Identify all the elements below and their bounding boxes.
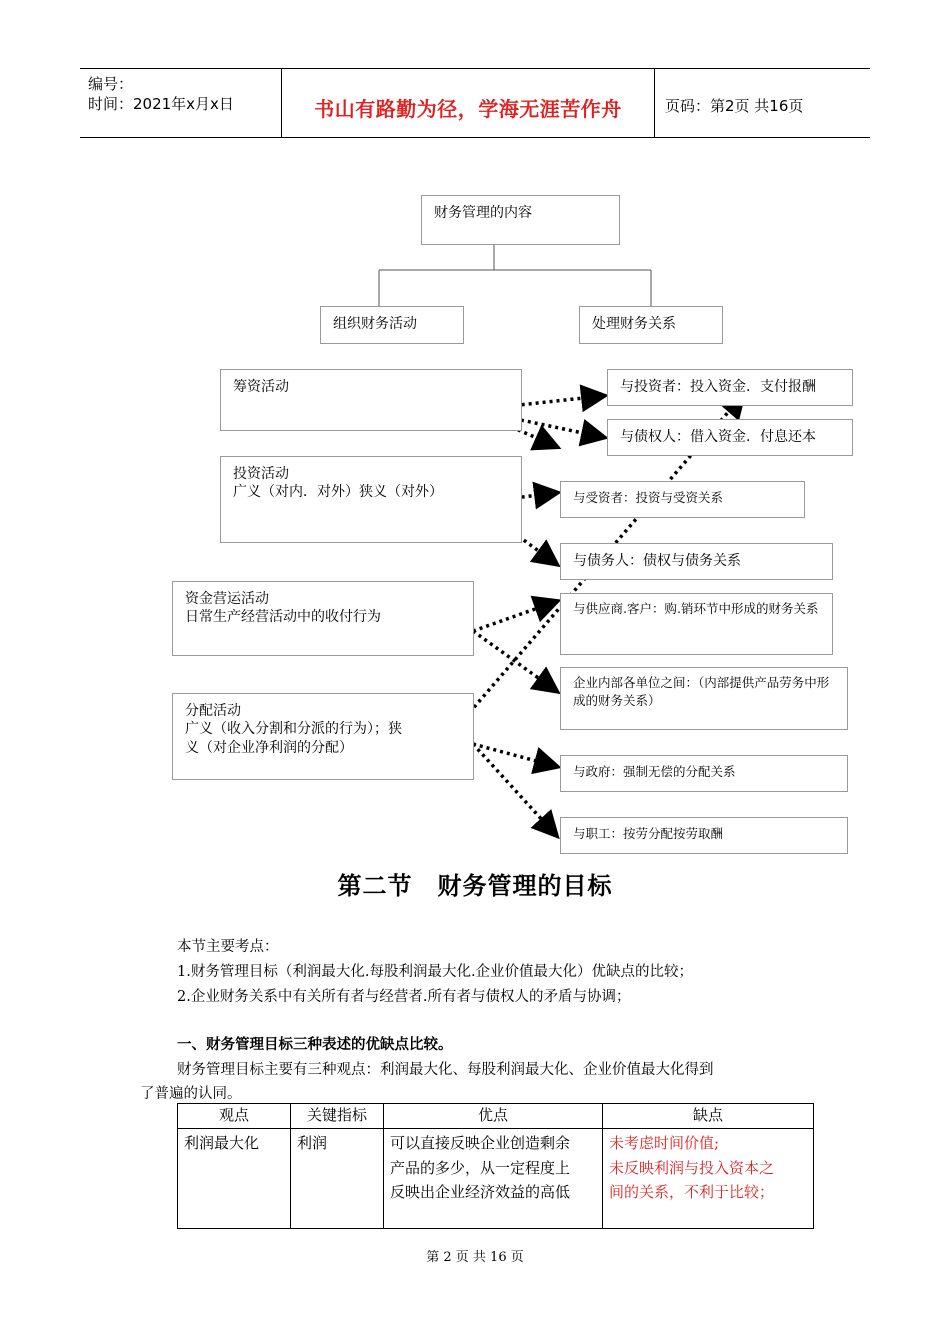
- paragraph-line-2: 了普遍的认同。: [140, 1086, 242, 1102]
- tree-lines: [379, 245, 651, 306]
- relation-investees: [560, 481, 805, 518]
- right-branch-node: [579, 306, 723, 344]
- pro-line: 可以直接反映企业创造剩余: [390, 1134, 571, 1152]
- activity-operations: [172, 581, 474, 656]
- relation-label: 与债权人：借入资金．付息还本: [620, 429, 816, 445]
- header-indicator: 关键指标: [291, 1104, 384, 1129]
- relation-label: 企业内部各单位之间：（内部提供产品劳务中形成的财务关系）: [573, 675, 830, 708]
- left-branch-node: [320, 306, 464, 344]
- relation-label: 与职工：按劳分配按劳取酬: [573, 826, 724, 841]
- exam-point-1: 1.财务管理目标（利润最大化.每股利润最大化.企业价值最大化）优缺点的比较；: [177, 964, 694, 980]
- relation-investors: [607, 369, 853, 406]
- activity-description: 广义（收入分割和分派的行为）；狭: [185, 721, 402, 737]
- activity-title: 资金营运活动: [185, 591, 269, 607]
- pro-line: 反映出企业经济效益的高低: [390, 1183, 571, 1201]
- exam-point-2: 2.企业财务关系中有关所有者与经营者.所有者与债权人的矛盾与协调；: [177, 989, 631, 1005]
- root-node-label: 财务管理的内容: [434, 205, 532, 221]
- con-line: 未考虑时间价值;: [609, 1134, 720, 1152]
- activity-distribution: [172, 693, 474, 780]
- document-number-label: 编号：: [88, 75, 134, 93]
- relation-employees: [560, 817, 848, 854]
- activity-description: 义（对企业净利润的分配）: [185, 740, 353, 756]
- relation-government: [560, 755, 848, 792]
- activity-description: 日常生产经营活动中的收付行为: [185, 609, 381, 625]
- view-text: 利润最大化: [184, 1134, 260, 1152]
- activity-financing: [220, 369, 522, 431]
- relation-label: 与政府：强制无偿的分配关系: [573, 764, 736, 779]
- root-node: [421, 195, 620, 245]
- activity-description: 广义（对内．对外）狭义（对外）: [233, 484, 443, 500]
- table-row: [178, 1129, 814, 1229]
- section-title: 第二节 财务管理的目标: [337, 872, 613, 900]
- right-branch-label: 处理财务关系: [592, 316, 676, 332]
- relation-label: 与受资者：投资与受资关系: [573, 490, 724, 505]
- paragraph-line-1: 财务管理目标主要有三种观点：利润最大化、每股利润最大化、企业价值最大化得到: [177, 1062, 714, 1078]
- pro-line: 产品的多少，从一定程度上: [390, 1158, 571, 1177]
- con-line: 间的关系，不利于比较；: [609, 1183, 775, 1201]
- relation-label: 与投资者：投入资金．支付报酬: [620, 379, 816, 395]
- relation-creditors: [607, 419, 853, 456]
- activity-title: 筹资活动: [233, 379, 289, 395]
- cell-view: [178, 1129, 291, 1229]
- points-intro: 本节主要考点：: [177, 939, 279, 955]
- document-time-label: 时间：2021年x月x日: [88, 95, 234, 113]
- relation-debtors: [560, 543, 833, 580]
- relation-label: 与供应商.客户：购.销环节中形成的财务关系: [573, 601, 819, 616]
- activity-title: 投资活动: [233, 466, 289, 482]
- indicator-text: 利润: [297, 1134, 328, 1152]
- relation-label: 与债务人：债权与债务关系: [573, 553, 741, 569]
- header-view: 观点: [178, 1104, 291, 1129]
- cell-indicator: [291, 1129, 384, 1229]
- header-pros: 优点: [384, 1104, 603, 1129]
- page-footer: 第 2 页 共 16 页: [426, 1250, 524, 1265]
- activity-title: 分配活动: [185, 703, 241, 719]
- header-cons: 缺点: [603, 1104, 814, 1129]
- con-line: 未反映利润与投入资本之: [609, 1158, 775, 1177]
- relation-internal-units: [560, 667, 848, 730]
- motto-text: 书山有路勤为径，学海无涯苦作舟: [314, 97, 622, 121]
- subheading: 一、财务管理目标三种表述的优缺点比较。: [177, 1037, 453, 1053]
- table-header-row: [178, 1104, 814, 1129]
- page-number-label: 页码：第2页 共16页: [665, 97, 804, 115]
- left-branch-label: 组织财务活动: [333, 316, 417, 332]
- cell-pros: [384, 1129, 603, 1229]
- comparison-table: [177, 1103, 814, 1229]
- relation-suppliers-customers: [560, 593, 833, 655]
- cell-cons: [603, 1129, 814, 1229]
- activity-investment: [220, 456, 522, 543]
